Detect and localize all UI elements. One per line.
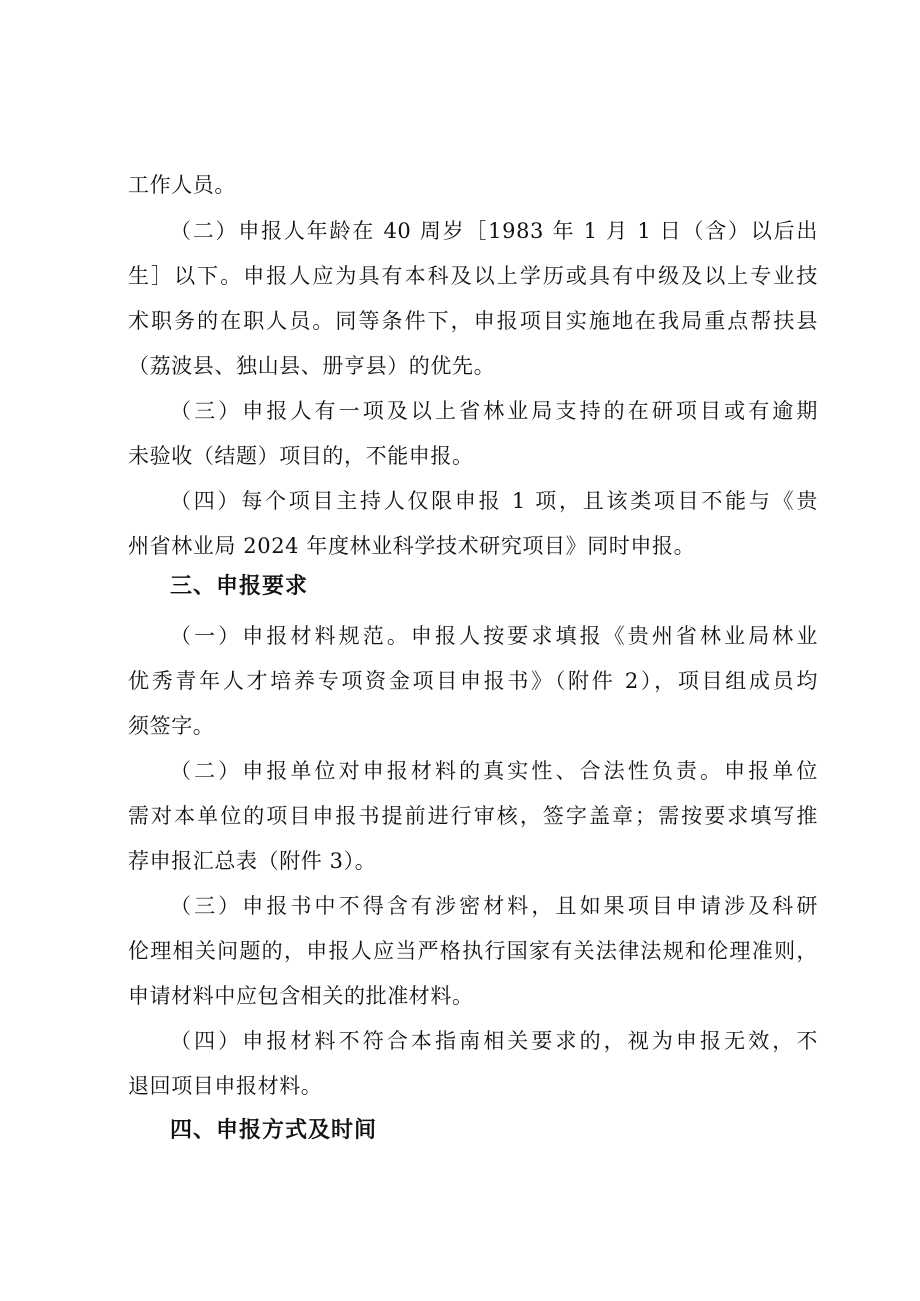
paragraph-line: 术职务的在职人员。同等条件下，申报项目实施地在我局重点帮扶县 (128, 309, 818, 333)
paragraph-line: 须签字。 (128, 714, 215, 738)
paragraph-line: （三）申报人有一项及以上省林业局支持的在研项目或有逾期 (170, 399, 818, 423)
paragraph-line: （三）申报书中不得含有涉密材料，且如果项目申请涉及科研 (170, 894, 818, 918)
paragraph-line: （二）申报单位对申报材料的真实性、合法性负责。申报单位 (170, 759, 818, 783)
paragraph-line: （一）申报材料规范。申报人按要求填报《贵州省林业局林业 (170, 624, 818, 648)
paragraph-line: 伦理相关问题的，申报人应当严格执行国家有关法律法规和伦理准则， (128, 939, 818, 963)
paragraph-line: 生］以下。申报人应为具有本科及以上学历或具有中级及以上专业技 (128, 264, 818, 288)
paragraph-line: 未验收（结题）项目的，不能申报。 (128, 444, 474, 468)
paragraph-line: （四）每个项目主持人仅限申报 1 项，且该类项目不能与《贵 (170, 489, 818, 513)
paragraph-line: 荐申报汇总表（附件 3）。 (128, 849, 377, 873)
section-heading: 三、申报要求 (170, 574, 309, 599)
section-heading: 四、申报方式及时间 (170, 1118, 378, 1143)
paragraph-line: 申请材料中应包含相关的批准材料。 (128, 984, 474, 1008)
paragraph-line: 优秀青年人才培养专项资金项目申报书》（附件 2），项目组成员均 (128, 669, 818, 693)
paragraph-line: 州省林业局 2024 年度林业科学技术研究项目》同时申报。 (128, 534, 696, 558)
paragraph-line: （四）申报材料不符合本指南相关要求的，视为申报无效，不 (170, 1029, 818, 1053)
paragraph-line: 工作人员。 (128, 173, 236, 197)
paragraph-line: （二）申报人年龄在 40 周岁［1983 年 1 月 1 日（含）以后出 (170, 219, 818, 243)
paragraph-line: （荔波县、独山县、册亨县）的优先。 (128, 354, 496, 378)
paragraph-line: 需对本单位的项目申报书提前进行审核，签字盖章；需按要求填写推 (128, 804, 818, 828)
paragraph-line: 退回项目申报材料。 (128, 1074, 323, 1098)
